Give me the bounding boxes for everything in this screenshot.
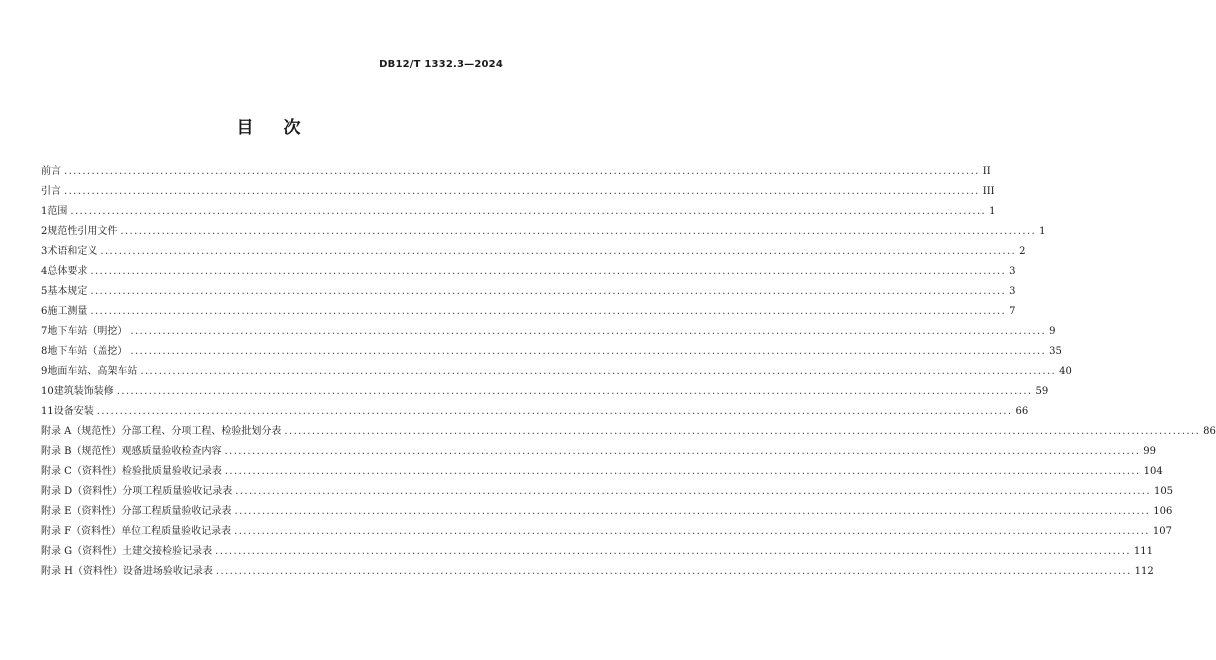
document-code: DB12/T 1332.3—2024 xyxy=(379,59,503,70)
toc-entry-page: 9 xyxy=(1049,326,1056,337)
toc-entry-label: 分项工程质量验收记录表 xyxy=(122,486,233,497)
appendix-number: 附录 F（资料性） xyxy=(41,526,122,537)
toc-entry-appendix-f[interactable] xyxy=(41,522,1172,542)
toc-entry-label: 观感质量验收检查内容 xyxy=(121,446,222,457)
toc-entry-number: 6 xyxy=(41,306,48,317)
toc-entry-appendix-b[interactable] xyxy=(41,442,1157,462)
toc-entry-label: 分部工程质量验收记录表 xyxy=(121,506,232,517)
dot-leader: ........................................................................................................................................................................................................ xyxy=(90,286,1007,297)
dot-leader: ........................................................................................................................................................................................................ xyxy=(284,426,1201,437)
dot-leader: ........................................................................................................................................................................................................ xyxy=(120,226,1037,237)
toc-entry-5[interactable] xyxy=(41,282,1016,302)
toc-entry-1[interactable] xyxy=(41,202,996,222)
dot-leader: ........................................................................................................................................................................................................ xyxy=(224,446,1141,457)
toc-entry-label: 总体要求 xyxy=(47,266,88,277)
toc-entry-7[interactable] xyxy=(41,322,1056,342)
dot-leader: ........................................................................................................................................................................................................ xyxy=(116,386,1033,397)
toc-entry-3[interactable] xyxy=(41,242,1026,262)
toc-entry-page: 35 xyxy=(1049,346,1062,357)
toc-entry-label: 地下车站（明挖） xyxy=(47,326,128,337)
dot-leader: ........................................................................................................................................................................................................ xyxy=(235,486,1151,497)
dot-leader: ........................................................................................................................................................................................................ xyxy=(234,526,1150,537)
toc-entry-appendix-c[interactable] xyxy=(41,462,1163,482)
toc-entry-page: 59 xyxy=(1035,386,1049,397)
dot-leader: ........................................................................................................................................................................................................ xyxy=(224,466,1141,477)
appendix-number: 附录 A（规范性） xyxy=(41,426,122,437)
toc-entry-page: 66 xyxy=(1015,406,1029,417)
toc-entry-page: 7 xyxy=(1009,306,1016,317)
toc-entry-4[interactable] xyxy=(41,262,1016,282)
dot-leader: ........................................................................................................................................................................................................ xyxy=(215,566,1132,577)
toc-entry-page: 106 xyxy=(1153,506,1173,517)
dot-leader: ........................................................................................................................................................................................................ xyxy=(215,546,1131,557)
toc-entry-label: 建筑装饰装修 xyxy=(53,386,114,397)
toc-entry-page: 105 xyxy=(1153,486,1174,497)
toc-entry-number: 5 xyxy=(41,286,48,297)
appendix-number: 附录 B（规范性） xyxy=(41,446,122,457)
toc-entry-number: 10 xyxy=(41,386,54,397)
toc-entry-appendix-e[interactable] xyxy=(41,502,1173,522)
toc-entry-page: 99 xyxy=(1143,446,1157,457)
toc-entry-label: 分部工程、分项工程、检验批划分表 xyxy=(121,426,282,437)
toc-entry-label: 规范性引用文件 xyxy=(47,226,118,237)
appendix-number: 附录 H（资料性） xyxy=(41,566,123,577)
toc-entry-page: 3 xyxy=(1009,266,1016,277)
toc-entry-label: 引言 xyxy=(41,186,61,197)
toc-entry-label: 施工测量 xyxy=(47,306,88,317)
toc-entry-page: 3 xyxy=(1009,286,1016,297)
toc-entry-label: 范围 xyxy=(47,206,68,217)
toc-entry-11[interactable] xyxy=(41,402,1029,422)
toc-title: 目 次 xyxy=(236,118,313,138)
toc-entry-9[interactable] xyxy=(41,362,1072,382)
dot-leader: ........................................................................................................................................................................................................ xyxy=(100,246,1017,257)
toc-entry-label: 术语和定义 xyxy=(47,246,98,257)
toc-entry-number: 7 xyxy=(41,326,48,337)
toc-entry-label: 土建交接检验记录表 xyxy=(122,546,213,557)
dot-leader: ........................................................................................................................................................................................................ xyxy=(70,206,987,217)
dot-leader: ........................................................................................................................................................................................................ xyxy=(140,366,1057,377)
toc-entry-page: III xyxy=(982,186,995,197)
dot-leader: ........................................................................................................................................................................................................ xyxy=(64,186,980,197)
toc-entry-6[interactable] xyxy=(41,302,1016,322)
toc-entry-page: II xyxy=(982,166,991,177)
toc-entry-number: 3 xyxy=(41,246,48,257)
appendix-number: 附录 D（资料性） xyxy=(41,486,123,497)
toc-entry-page: 1 xyxy=(989,206,996,217)
toc-entry-label: 设备安装 xyxy=(53,406,94,417)
toc-entry-page: 111 xyxy=(1133,546,1154,557)
dot-leader: ........................................................................................................................................................................................................ xyxy=(96,406,1013,417)
appendix-number: 附录 G（资料性） xyxy=(41,546,123,557)
dot-leader: ........................................................................................................................................................................................................ xyxy=(234,506,1151,517)
toc-entry-page: 40 xyxy=(1059,366,1072,377)
toc-entry-number: 4 xyxy=(41,266,48,277)
toc-entry-foreword[interactable] xyxy=(41,162,991,182)
toc-entry-appendix-h[interactable] xyxy=(41,562,1154,582)
toc-entry-appendix-g[interactable] xyxy=(41,542,1154,562)
toc-entry-label: 前言 xyxy=(41,166,61,177)
toc-entry-label: 地面车站、高架车站 xyxy=(47,366,138,377)
toc-list xyxy=(41,162,1216,582)
toc-entry-label: 检验批质量验收记录表 xyxy=(121,466,222,477)
dot-leader: ........................................................................................................................................................................................................ xyxy=(130,326,1047,337)
appendix-number: 附录 C（资料性） xyxy=(41,466,122,477)
toc-entry-label: 地下车站（盖挖） xyxy=(47,346,128,357)
toc-entry-page: 86 xyxy=(1203,426,1216,437)
toc-entry-page: 1 xyxy=(1039,226,1046,237)
toc-entry-number: 9 xyxy=(41,366,48,377)
toc-entry-number: 11 xyxy=(41,406,54,417)
dot-leader: ........................................................................................................................................................................................................ xyxy=(130,346,1047,357)
toc-entry-label: 单位工程质量验收记录表 xyxy=(121,526,232,537)
toc-entry-number: 8 xyxy=(41,346,48,357)
toc-entry-label: 基本规定 xyxy=(47,286,88,297)
toc-entry-8[interactable] xyxy=(41,342,1062,362)
dot-leader: ........................................................................................................................................................................................................ xyxy=(64,166,980,177)
toc-entry-number: 2 xyxy=(41,226,48,237)
toc-entry-label: 设备进场验收记录表 xyxy=(122,566,213,577)
appendix-number: 附录 E（资料性） xyxy=(41,506,122,517)
toc-entry-page: 107 xyxy=(1152,526,1172,537)
dot-leader: ........................................................................................................................................................................................................ xyxy=(90,306,1007,317)
toc-entry-2[interactable] xyxy=(41,222,1046,242)
toc-entry-page: 112 xyxy=(1134,566,1154,577)
toc-entry-10[interactable] xyxy=(41,382,1049,402)
toc-entry-appendix-a[interactable] xyxy=(41,422,1216,442)
toc-entry-appendix-d[interactable] xyxy=(41,482,1174,502)
toc-entry-introduction[interactable] xyxy=(41,182,995,202)
toc-entry-page: 2 xyxy=(1019,246,1026,257)
toc-entry-page: 104 xyxy=(1143,466,1163,477)
toc-entry-number: 1 xyxy=(41,206,48,217)
dot-leader: ........................................................................................................................................................................................................ xyxy=(90,266,1007,277)
